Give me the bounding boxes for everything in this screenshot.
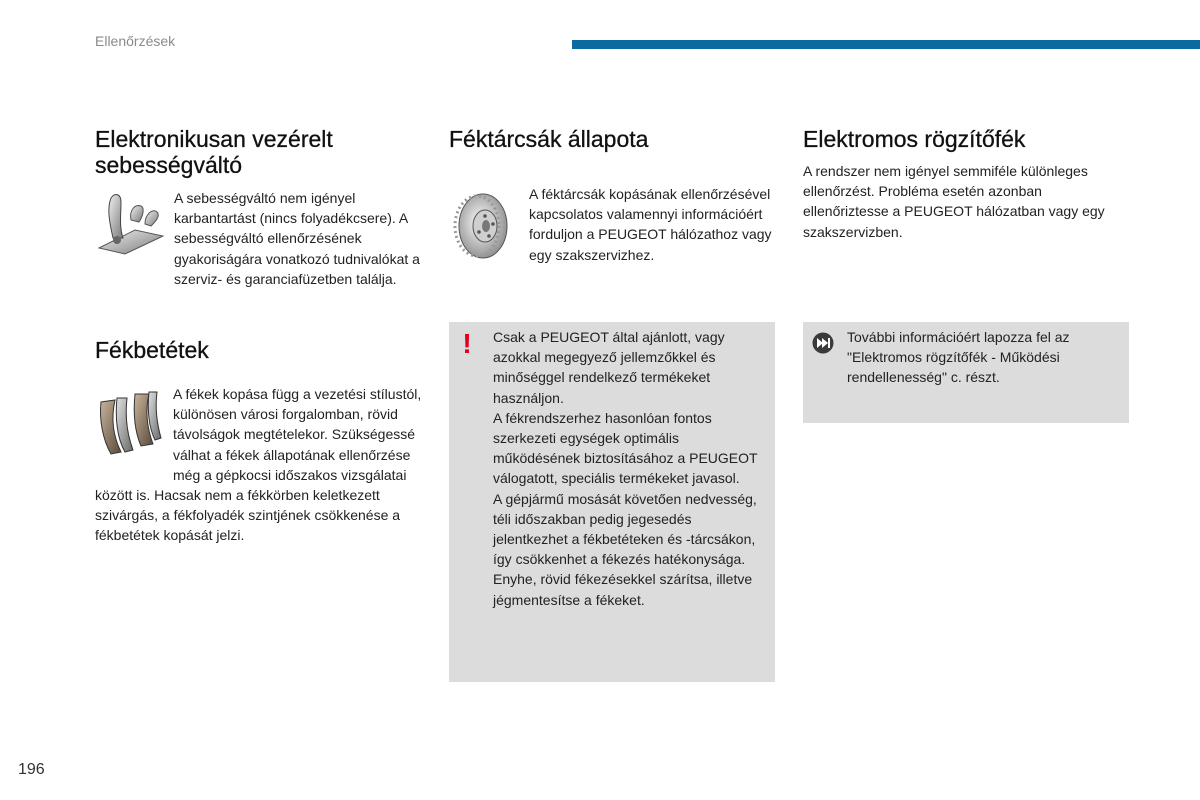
warning-paragraph: A gépjármű mosását követően nedvesség, téli időszakban pedig jegesedés jelentkezhet a fékbetéteken és -tárcsákon, így csökkenhet a fékezés hatékonysága. Enyhe, rövid fékezésekkel szárítsa, illetve jégmentesítse a fékeket. (493, 490, 757, 608)
electric-parking-brake-text: A rendszer nem igényel semmiféle különleges ellenőrzést. Probléma esetén azonban ellenőriztesse a PEUGEOT hálózatban vagy egy szakszervizben. (803, 163, 1105, 240)
gearbox-title: Elektronikusan vezérelt sebességváltó (95, 126, 333, 178)
gearbox-block (95, 188, 425, 289)
exclamation-warning-icon: ! (462, 328, 472, 359)
page-number: 196 (18, 761, 45, 778)
warning-notice (449, 322, 775, 682)
brake-pads-text: A fékek kopása függ a vezetési stílustól, különösen városi forgalomban, rövid távolságok megtételekor. Szükségessé válhat a fékek állapotának ellenőrzése még a gépkocsi időszakos vizsgálatai között is. Hacsak nem a fékkörben keletkezett szivárgás, a fékfolyadék szintjének csökkenése a fékbetétek kopását jelzi. (95, 386, 422, 544)
warning-paragraph: A fékrendszerhez hasonlóan fontos szerkezeti egységek optimális működésének biztosításához a PEUGEOT válogatott, speciális termékeket javasol. (493, 409, 758, 487)
warning-text (493, 327, 763, 610)
gear-lever-icon (95, 190, 173, 270)
brake-disc-block (449, 184, 775, 265)
column-electric-parking-brake (803, 126, 1129, 242)
info-text: További információért lapozza fel az "Elektromos rögzítőfék - Működési rendellenesség" c. részt. (847, 329, 1070, 386)
brake-pads-block (95, 384, 425, 546)
info-text-wrap (847, 327, 1117, 388)
brake-disc-title: Féktárcsák állapota (449, 126, 649, 152)
column-gearbox-and-pads (95, 126, 425, 546)
brake-disc-icon (449, 190, 529, 270)
brake-pads-icon (95, 388, 173, 468)
electric-parking-brake-title: Elektromos rögzítőfék (803, 126, 1026, 152)
warning-paragraph: Csak a PEUGEOT által ajánlott, vagy azokkal megegyező jellemzőkkel és minőséggel rendelkező termékeket használjon. (493, 329, 725, 406)
gearbox-text: A sebességváltó nem igényel karbantartást (nincs folyadékcsere). A sebességváltó ellenőrzésének gyakoriságára vonatkozó tudnivalókat a szerviz- és garanciafüzetben találja. (174, 190, 420, 287)
brake-pads-title: Fékbetétek (95, 337, 209, 364)
brake-disc-text: A féktárcsák kopásának ellenőrzésével kapcsolatos valamennyi információért forduljon a PEUGEOT hálózathoz vagy egy szakszervizhez. (529, 186, 772, 263)
column-brake-discs (449, 126, 775, 270)
section-title: Ellenőrzések (95, 33, 176, 49)
skip-forward-reference-icon (812, 332, 834, 354)
header-accent-bar (572, 40, 1200, 49)
info-notice (803, 322, 1129, 423)
